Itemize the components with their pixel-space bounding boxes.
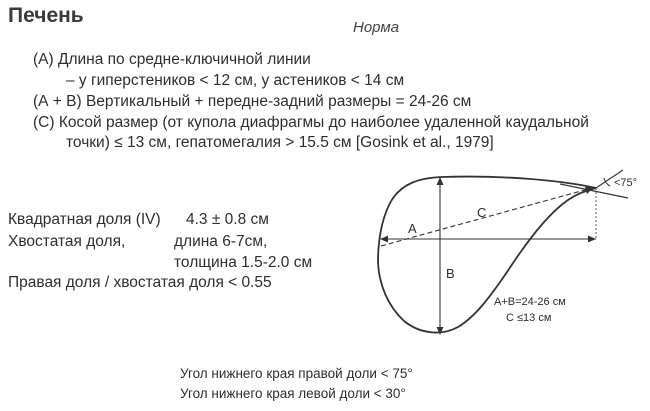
diagram-label-b: B [446,266,455,281]
caudate-lobe-label: Хвостатая доля, [8,233,126,250]
caudate-lobe-length: длина 6-7см, [174,233,268,250]
criterion-a-line1: (А) Длина по средне-ключичной линии [33,51,311,68]
diagram-angle: <75° [614,177,638,189]
right-lobe-angle: Угол нижнего края правой доли < 75° [180,366,413,381]
lobe-ratio: Правая доля / хвостатая доля < 0.55 [8,274,272,291]
dimension-a-arrow-right [588,236,596,243]
criterion-ab-line: (А + В) Вертикальный + передне-задний размеры = 24-26 см [33,93,472,110]
dimension-b-arrow-top [437,177,444,185]
left-lobe-angle: Угол нижнего края левой доли < 30° [180,386,406,401]
quadrate-lobe-label: Квадратная доля (IV) [8,211,161,228]
norm-subtitle: Норма [353,19,399,36]
dimension-a-arrow-left [380,236,388,243]
diagram-label-a: A [408,221,417,236]
liver-outline [378,177,596,333]
quadrate-lobe-value: 4.3 ± 0.8 см [186,211,269,228]
caudate-lobe-thickness: толщина 1.5-2.0 см [174,254,313,271]
diagram-sum: A+B=24-26 см [494,296,566,308]
criterion-a-line2: – у гиперстеников < 12 см, у астеников < 14 см [66,72,405,89]
dimension-c-line [381,188,592,246]
dimension-b-arrow-bottom [437,327,444,335]
diagram-c-value: C ≤13 см [506,312,552,324]
diagram-label-c: C [477,205,487,220]
criterion-c-line2: точки) ≤ 13 см, гепатомегалия > 15.5 см [Gosink et al., 1979] [66,134,494,151]
criterion-c-line1: (С) Косой размер (от купола диафрагмы до наиболее удаленной каудальной [33,114,589,131]
page-title: Печень [8,4,84,27]
